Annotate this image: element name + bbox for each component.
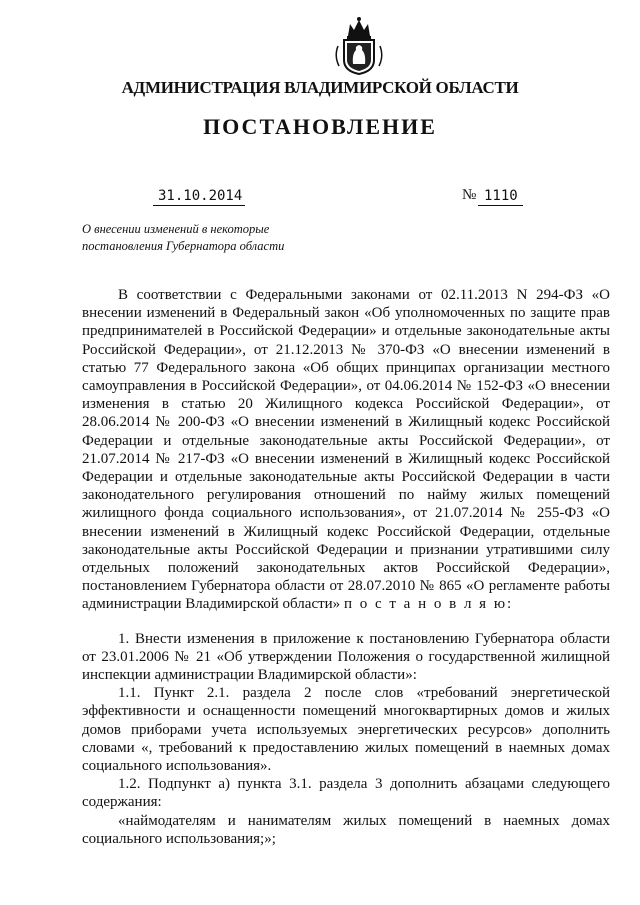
item-1: 1. Внести изменения в приложение к постановлению Губернатора области от 23.01.2006 № 21 «Об утверждении Положения о государственной жилищной инспекции администрации Владимирской области»: [82,630,610,684]
organization-name: АДМИНИСТРАЦИЯ ВЛАДИМИРСКОЙ ОБЛАСТИ [121,78,519,97]
subject-line-1: О внесении изменений в некоторые [82,222,270,236]
number-underline [478,205,523,206]
document-type: ПОСТАНОВЛЕНИЕ [203,114,437,139]
item-1-1: 1.1. Пункт 2.1. раздела 2 после слов «требований энергетической эффективности и оснащенности помещений многоквартирных домов и жилых домов приборами учета используемых энергетических ресурсов» дополнить словами «, требований к предоставлению жилых помещений в наемных домах социального использования». [82,685,610,775]
preamble-text: В соответствии с Федеральными законами от 02.11.2013 N 294-ФЗ «О внесении изменений в Федеральный закон «Об уполномоченных по защите прав предпринимателей в Российской Федерации» и отдельные законодательные акты Российской Федерации», от 21.12.2013 № 370-ФЗ «О внесении изменений в статью 77 Федерального закона «Об общих принципах организации местного самоуправления в Российской Федерации», от 04.06.2014 № 152-ФЗ «О внесении изменения в статью 20 Жилищного кодекса Российской Федерации», от 28.06.2014 № 200-ФЗ «О внесении изменений в Жилищный кодекс Российской Федерации и отдельные законодательные акты Российской Федерации», от 21.07.2014 № 217-ФЗ «О внесении изменений в Жилищный кодекс Российской Федерации и отдельные законодательные акты Российской Федерации в части законодательного регулирования отношений по найму жилых помещений жилищного фонда социального использования», от 21.07.2014 № 255-ФЗ «О внесении изменений в Жилищный кодекс Российской Федерации, отдельные законодательные акты Российской Федерации и признании утратившими силу отдельных положений законодательных актов Российской Федерации», постановлением Губернатора области от 28.07.2010 № 865 «О регламенте работы администрации Владимирской области» [82,287,610,613]
document-number: 1110 [484,188,518,204]
document-subject [82,221,342,255]
decree-word: п о с т а н о в л я ю: [343,596,514,613]
subject-line-2: постановления Губернатора области [82,239,285,253]
document-date: 31.10.2014 [158,188,243,204]
document-body [82,286,610,848]
coat-of-arms-icon [330,16,388,76]
quoted-addition: «наймодателям и нанимателям жилых помещений в наемных домах социального использования;»; [82,812,610,847]
date-underline [153,205,245,206]
item-1-2: 1.2. Подпункт а) пункта 3.1. раздела 3 дополнить абзацами следующего содержания: [82,776,610,811]
preamble-paragraph [82,286,610,614]
number-label: № [462,187,477,203]
